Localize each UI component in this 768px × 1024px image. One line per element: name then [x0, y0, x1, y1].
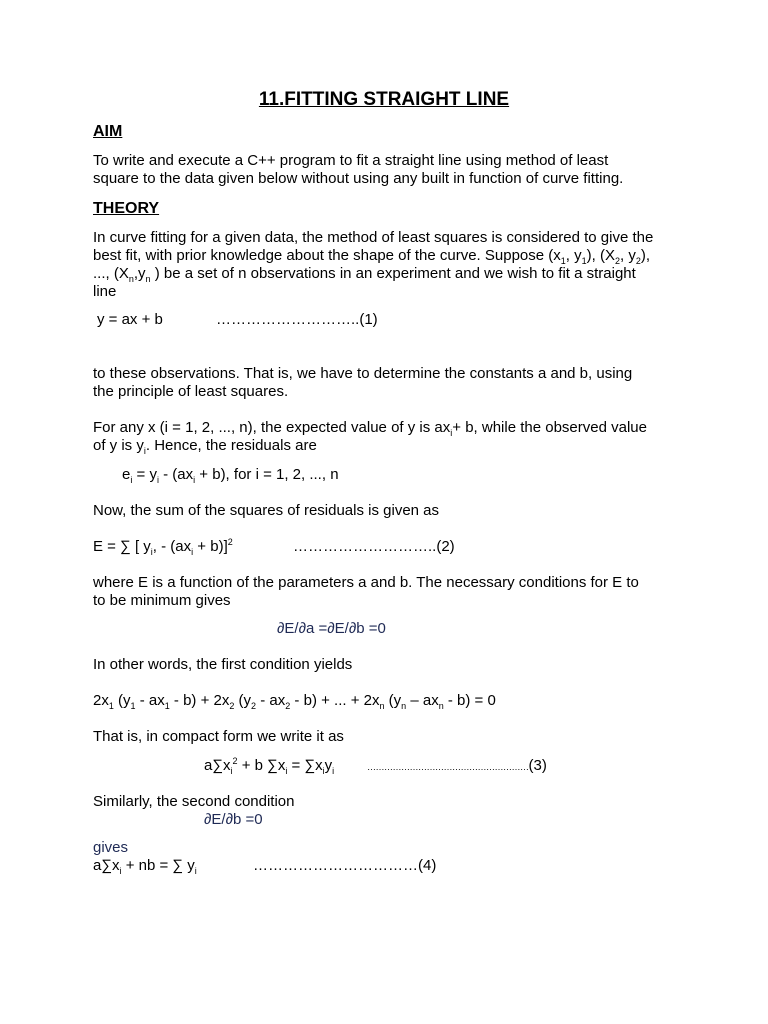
equation-2-number: ………………………..(2): [293, 538, 455, 555]
partial-b-condition: ∂E/∂b =0: [204, 811, 263, 828]
observations-line-2: the principle of least squares.: [93, 383, 289, 400]
theory-line-2: best fit, with prior knowledge about the shape of the curve. Suppose ($x_1$, $y_1$), ($X_2$, $y_2$),: [93, 247, 651, 266]
partial-derivatives-condition: ∂E/∂a =∂E/∂b =0: [277, 620, 386, 637]
gives-text: gives: [93, 839, 129, 856]
equation-4: $a\sum x_i$ + nb = ∑ $y_i$: [93, 857, 197, 876]
conditions-line-1: where E is a function of the parameters a and b. The necessary conditions for E to: [93, 574, 639, 591]
second-condition-text: Similarly, the second condition: [93, 793, 295, 810]
residual-equation: $e_i = y_i - (ax_i + b)$, for i = 1, 2, ..., n: [122, 466, 339, 485]
aim-heading: AIM: [93, 123, 123, 140]
conditions-line-2: to be minimum gives: [93, 592, 231, 609]
equation-1-number: ………………………..(1): [216, 311, 378, 328]
first-condition-expansion: $2x_1$ $(y_1 - ax_1 - b) + 2x_2$ $(y_2 - ax_2 - b)$ + ... + $2x_n$ $(y_n - ax_n - b) = 0$: [93, 692, 496, 711]
theory-line-1: In curve fitting for a given data, the method of least squares is considered to give the: [93, 229, 654, 246]
equation-3: $a\sum x_i^2 + b$ $\sum x_i = \sum x_iy_i$: [204, 756, 335, 776]
expected-line-1: For any x (i = 1, 2, ..., n), the expected value of y is $ax_i+ b$, while the observed value: [93, 419, 647, 438]
equation-4-number: ……………………………(4): [253, 857, 437, 874]
page-title: 11.FITTING STRAIGHT LINE: [258, 89, 510, 110]
expected-line-2: of y is $y_i$. Hence, the residuals are: [93, 437, 317, 456]
first-condition-text: In other words, the first condition yields: [93, 656, 353, 673]
aim-text-line-2: square to the data given below without using any built in function of curve fitting.: [93, 170, 624, 187]
equation-3-number: …………………………………………………(3): [367, 757, 547, 774]
equation-1: y = ax + b: [97, 311, 163, 328]
equation-2: E = ∑ [ $y_i$, - $(ax_i + b)]^2$: [93, 537, 233, 557]
compact-form-text: That is, in compact form we write it as: [93, 728, 344, 745]
theory-heading: THEORY: [93, 200, 160, 217]
aim-text-line-1: To write and execute a C++ program to fit a straight line using method of least: [93, 152, 609, 169]
sum-squares-text: Now, the sum of the squares of residuals is given as: [93, 502, 440, 519]
theory-line-3: ..., ($X_n,y_n$ ) be a set of n observations in an experiment and we wish to fit a straight: [93, 265, 636, 284]
theory-line-4: line: [93, 283, 117, 300]
observations-line-1: to these observations. That is, we have to determine the constants a and b, using: [93, 365, 633, 382]
